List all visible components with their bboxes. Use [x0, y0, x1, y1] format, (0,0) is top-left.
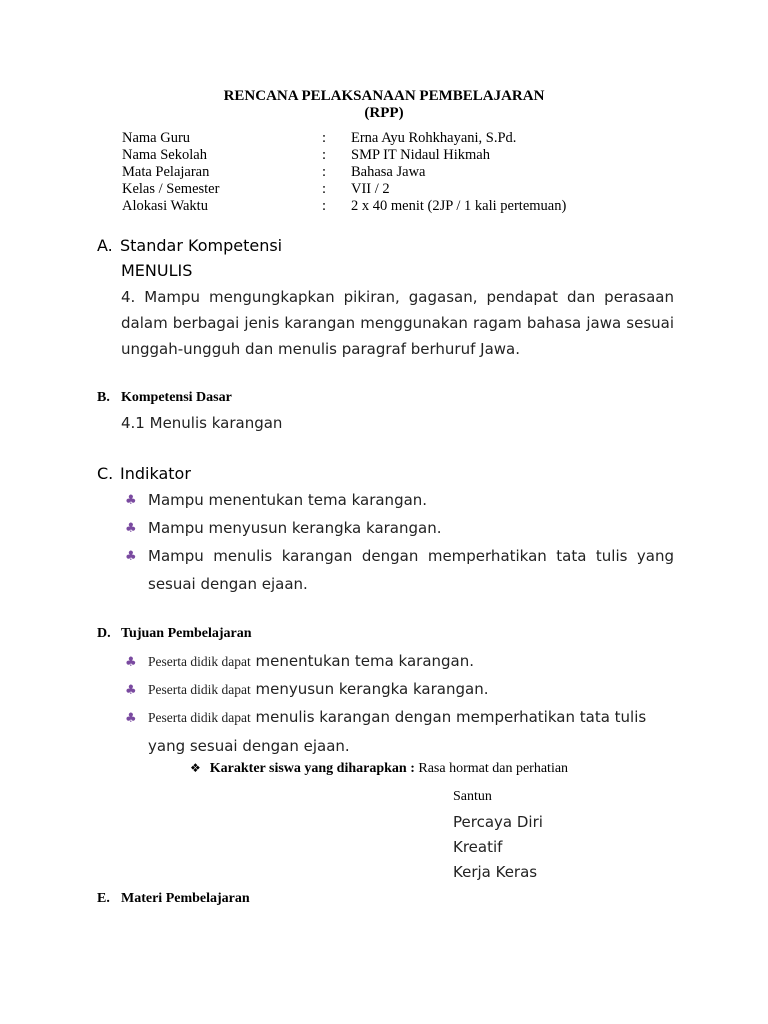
info-value: 2 x 40 menit (2JP / 1 kali pertemuan): [351, 198, 567, 214]
info-colon: :: [322, 164, 327, 180]
section-a-text: 4. Mampu mengungkapkan pikiran, gagasan, pendapat dan perasaan dalam berbagai jenis karangan menggunakan ragam bahasa jawa sesuai unggah-ungguh dan menulis paragraf berhuruf Jawa.: [121, 288, 674, 358]
list-item: Mampu menulis karangan dengan memperhatikan tata tulis yang sesuai dengan ejaan.: [148, 547, 674, 593]
section-title: Kompetensi Dasar: [121, 390, 232, 405]
document-title: RENCANA PELAKSANAAN PEMBELAJARAN: [223, 88, 545, 104]
diamond-bullet-icon: ❖: [190, 761, 201, 775]
karakter-value: Rasa hormat dan perhatian: [418, 761, 569, 776]
list-item: [148, 675, 674, 704]
info-value: Bahasa Jawa: [351, 164, 426, 180]
info-label: Nama Sekolah: [122, 147, 207, 163]
club-bullet-icon: ♣: [125, 683, 137, 698]
club-bullet-icon: ♣: [125, 655, 137, 670]
section-a-subtitle: MENULIS: [121, 261, 193, 280]
info-label: Mata Pelajaran: [122, 164, 210, 180]
list-item: [148, 703, 674, 760]
section-title: Indikator: [120, 464, 191, 483]
info-label: Alokasi Waktu: [122, 198, 208, 214]
section-letter: A.: [97, 236, 113, 255]
objective-text: menyusun kerangka karangan.: [255, 680, 489, 698]
karakter-line: [190, 761, 568, 777]
club-bullet-icon: ♣: [125, 493, 137, 508]
info-label: Kelas / Semester: [122, 181, 220, 197]
info-value: VII / 2: [351, 181, 390, 197]
section-letter: E.: [97, 891, 110, 906]
objective-prefix: Peserta didik dapat: [148, 654, 251, 669]
objective-prefix: Peserta didik dapat: [148, 682, 251, 697]
info-colon: :: [322, 147, 327, 163]
section-letter: B.: [97, 390, 110, 405]
objective-text: menulis karangan dengan memperhatikan tata tulis yang sesuai dengan ejaan.: [148, 708, 647, 755]
section-letter: D.: [97, 626, 111, 641]
info-colon: :: [322, 130, 327, 146]
info-value: SMP IT Nidaul Hikmah: [351, 147, 490, 163]
section-title: Materi Pembelajaran: [121, 891, 250, 906]
list-item: [148, 647, 674, 676]
list-item: Mampu menentukan tema karangan.: [148, 491, 428, 509]
section-letter: C.: [97, 464, 114, 483]
karakter-label: Karakter siswa yang diharapkan :: [209, 761, 415, 776]
section-b-text: 4.1 Menulis karangan: [121, 414, 283, 432]
karakter-value: Santun: [453, 789, 492, 804]
karakter-value: Kerja Keras: [453, 863, 538, 881]
info-colon: :: [322, 198, 327, 214]
section-title: Standar Kompetensi: [120, 236, 283, 255]
objective-text: menentukan tema karangan.: [255, 652, 475, 670]
document-subtitle: (RPP): [364, 105, 404, 121]
club-bullet-icon: ♣: [125, 521, 137, 536]
info-label: Nama Guru: [122, 130, 191, 146]
karakter-value: Kreatif: [453, 838, 503, 856]
section-title: Tujuan Pembelajaran: [121, 626, 252, 641]
club-bullet-icon: ♣: [125, 549, 137, 564]
objective-prefix: Peserta didik dapat: [148, 710, 251, 725]
info-colon: :: [322, 181, 327, 197]
karakter-value: Percaya Diri: [453, 813, 543, 831]
info-value: Erna Ayu Rohkhayani, S.Pd.: [351, 130, 517, 146]
club-bullet-icon: ♣: [125, 711, 137, 726]
list-item: Mampu menyusun kerangka karangan.: [148, 519, 442, 537]
